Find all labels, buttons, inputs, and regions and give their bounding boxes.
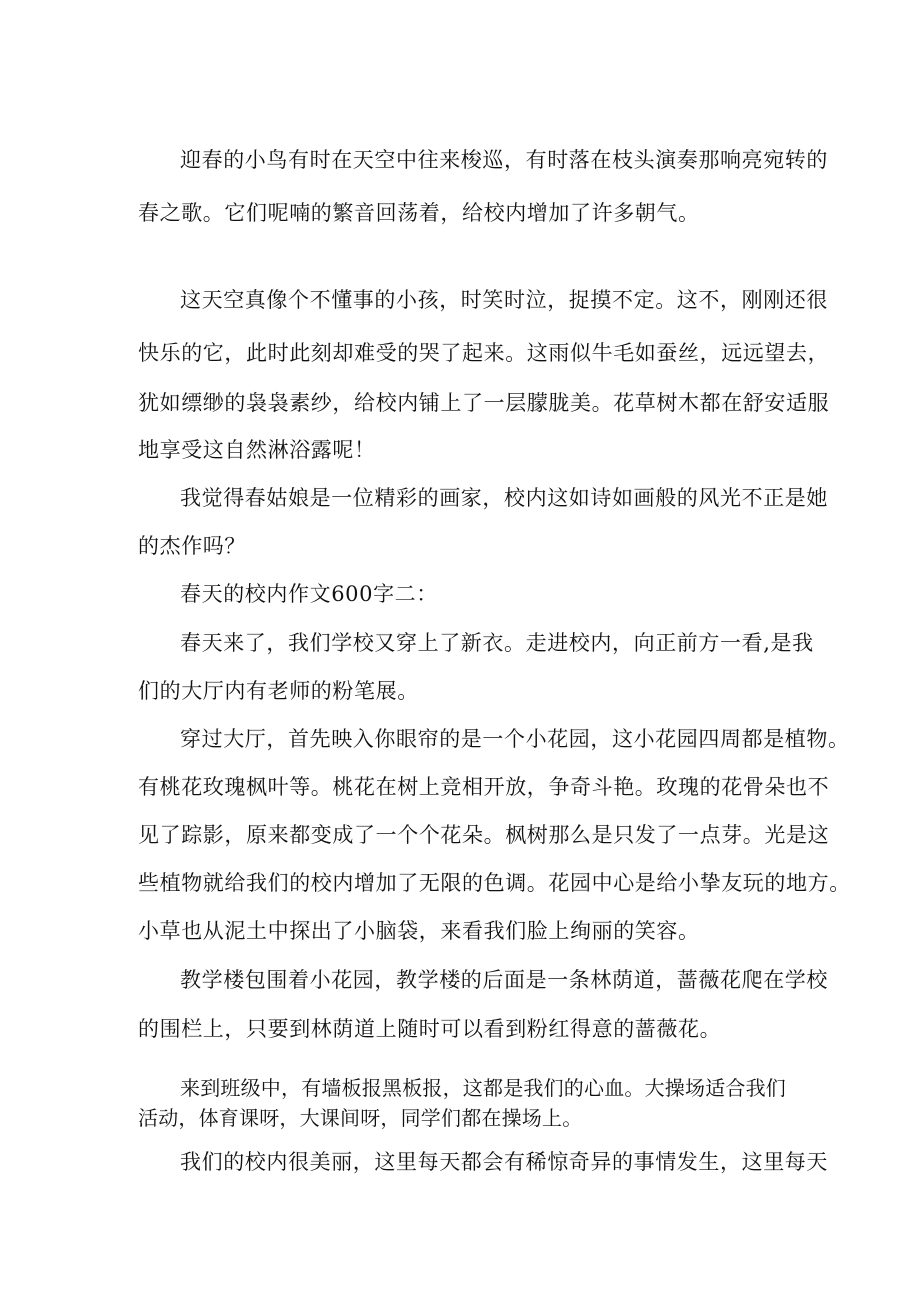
paragraph-8-line-1: 来到班级中，有墙板报黑板报，这都是我们的心血。大操场适合我们 — [180, 1076, 786, 1100]
paragraph-2-line-4: 地享受这自然淋浴露呢！ — [138, 438, 376, 462]
essay-subtitle: 春天的校内作文600字二： — [180, 582, 438, 606]
paragraph-2-line-2: 快乐的它，此时此刻却难受的哭了起来。这雨似牛毛如蚕丝，远远望去， — [138, 341, 830, 365]
paragraph-3-line-1: 我觉得春姑娘是一位精彩的画家，校内这如诗如画般的风光不正是她 — [180, 486, 828, 510]
paragraph-1-line-1: 迎春的小鸟有时在天空中往来梭巡，有时落在枝头演奏那响亮宛转的 — [180, 148, 828, 172]
paragraph-6-line-1: 穿过大厅，首先映入你眼帘的是一个小花园，这小花园四周都是植物。 — [180, 727, 850, 751]
paragraph-5-line-2: 们的大厅内有老师的粉笔展。 — [138, 679, 419, 703]
paragraph-6-line-2: 有桃花玫瑰枫叶等。桃花在树上竞相开放，争奇斗艳。玫瑰的花骨朵也不 — [138, 775, 830, 799]
paragraph-3-line-2: 的杰作吗？ — [138, 534, 246, 558]
paragraph-6-line-3: 见了踪影，原来都变成了一个个花朵。枫树那么是只发了一点芽。光是这 — [138, 823, 830, 847]
paragraph-2-line-1: 这天空真像个不懂事的小孩，时笑时泣，捉摸不定。这不，刚刚还很 — [180, 288, 828, 312]
paragraph-6-line-5: 小草也从泥土中探出了小脑袋，来看我们脸上绚丽的笑容。 — [138, 919, 700, 943]
paragraph-7-line-1: 教学楼包围着小花园，教学楼的后面是一条林荫道，蔷薇花爬在学校 — [180, 968, 828, 992]
paragraph-5-line-1: 春天来了，我们学校又穿上了新衣。走进校内，向正前方一看,是我 — [180, 631, 814, 655]
paragraph-7-line-2: 的围栏上，只要到林荫道上随时可以看到粉红得意的蔷薇花。 — [138, 1017, 722, 1041]
paragraph-9-line-1: 我们的校内很美丽，这里每天都会有稀惊奇异的事情发生，这里每天 — [180, 1150, 828, 1174]
paragraph-2-line-3: 犹如缥缈的袅袅素纱，给校内铺上了一层朦胧美。花草树木都在舒安适服 — [138, 391, 830, 415]
paragraph-1-line-2: 春之歌。它们呢喃的繁音回荡着，给校内增加了许多朝气。 — [138, 201, 700, 225]
paragraph-6-line-4: 些植物就给我们的校内增加了无限的色调。花园中心是给小挚友玩的地方。 — [138, 871, 851, 895]
paragraph-8-line-2: 活动，体育课呀，大课间呀，同学们都在操场上。 — [138, 1106, 583, 1130]
